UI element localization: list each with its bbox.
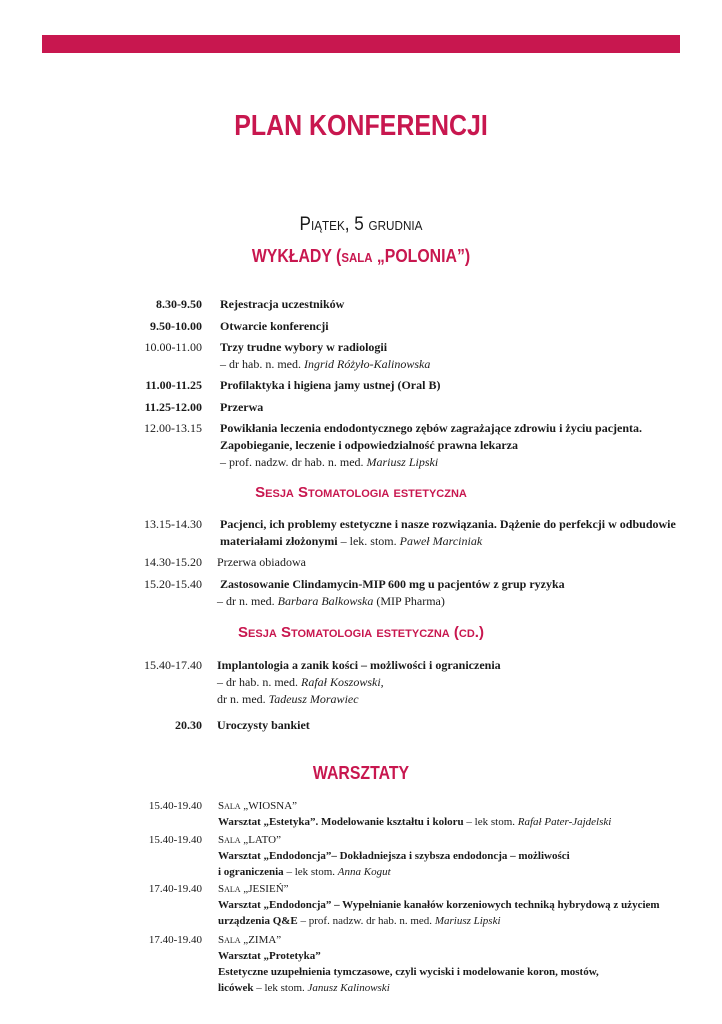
agenda-time: 15.40-17.40 [144, 658, 202, 672]
speaker-name: Mariusz Lipski [366, 455, 439, 469]
agenda-speaker [220, 356, 690, 373]
speaker-name: Barbara Balkowska [277, 594, 374, 608]
speaker-name: Anna Kogut [337, 866, 391, 878]
agenda-title: Implantologia a zanik kości – możliwości i ograniczenia [217, 658, 501, 672]
agenda-title: Profilaktyka i higiena jamy ustnej (Oral B) [220, 378, 441, 392]
speaker-prefix: – dr n. med. [217, 594, 278, 608]
workshop-title: Warsztat „Endodoncja” – Wypełnianie kanałów korzeniowych techniką hybrydową z użyciem [218, 899, 660, 911]
speaker-name: Mariusz Lipski [434, 915, 501, 927]
speaker-prefix: – lek stom. [253, 982, 308, 994]
agenda-time: 12.00-13.15 [144, 421, 202, 435]
workshop-title-text: licówek [218, 982, 254, 994]
workshop-room: Sala „ZIMA” [218, 934, 282, 946]
workshop-room: Sala „JESIEŃ” [218, 883, 289, 895]
agenda-speaker [217, 674, 687, 691]
speaker-prefix: – lek stom. [463, 816, 518, 828]
workshop-time: 15.40-19.40 [148, 834, 202, 846]
agenda-title-cont [220, 533, 690, 550]
workshop-title-cont [218, 913, 688, 929]
workshop-title [218, 814, 688, 830]
agenda-title-part: materiałami złożonymi [220, 534, 338, 548]
agenda-title: Powikłania leczenia endodontycznego zębów zagrażające zdrowiu i życiu pacjenta. [220, 421, 643, 435]
speaker-suffix: (MIP Pharma) [373, 594, 445, 608]
agenda-speaker [217, 593, 690, 610]
agenda-title: Pacjenci, ich problemy estetyczne i nasze rozwiązania. Dążenie do perfekcji w odbudowie [220, 517, 676, 531]
agenda-title-cont: Zapobieganie, leczenie i odpowiedzialność prawna lekarza [220, 438, 518, 452]
workshop-title: Warsztat „Protetyka” [218, 950, 321, 962]
agenda-title: Zastosowanie Clindamycin-MIP 600 mg u pacjentów z grup ryzyka [220, 577, 565, 591]
workshop-title-text: urządzenia Q&E [218, 915, 298, 927]
speaker-name: Paweł Marciniak [399, 534, 483, 548]
page-title: PLAN KONFERENCJI [234, 110, 488, 142]
workshop-room: Sala „LATO” [218, 834, 281, 846]
agenda-time: 11.25-12.00 [144, 400, 202, 414]
agenda-title: Przerwa [220, 400, 264, 414]
agenda-time: 20.30 [175, 718, 202, 732]
agenda-time: 13.15-14.30 [144, 517, 202, 531]
agenda-title: Uroczysty bankiet [217, 718, 310, 732]
agenda-time: 11.00-11.25 [145, 378, 202, 392]
agenda-speaker [220, 454, 690, 471]
workshop-title-cont: Estetyczne uzupełnienia tymczasowe, czyli wyciski i modelowanie koron, mostów, [218, 966, 599, 978]
lectures-heading: WYKŁADY (sala „POLONIA”) [251, 246, 471, 266]
speaker-name: Ingrid Różyło-Kalinowska [303, 357, 431, 371]
workshop-time: 15.40-19.40 [148, 800, 202, 812]
agenda-time: 9.50-10.00 [150, 319, 202, 333]
workshop-title-cont [218, 864, 688, 880]
agenda-speaker [217, 691, 687, 708]
workshop-time: 17.40-19.40 [148, 934, 202, 946]
workshop-title-text: i ograniczenia [218, 866, 284, 878]
session-heading: Sesja Stomatologia estetyczna (cd.) [238, 624, 484, 641]
speaker-prefix: – dr hab. n. med. [217, 675, 301, 689]
workshop-title-text: Warsztat „Estetyka”. Modelowanie kształtu i koloru [218, 816, 464, 828]
workshop-title-cont [218, 980, 688, 996]
speaker-name: Rafał Pater-Jajdelski [517, 816, 612, 828]
agenda-title: Rejestracja uczestników [220, 297, 345, 311]
header-bar [42, 35, 680, 53]
speaker-prefix: – lek stom. [283, 866, 338, 878]
speaker-name: Rafał Koszowski, [300, 675, 384, 689]
speaker-name: Tadeusz Morawiec [268, 692, 359, 706]
speaker-prefix: dr n. med. [217, 692, 269, 706]
agenda-time: 8.30-9.50 [156, 297, 202, 311]
agenda-title: Trzy trudne wybory w radiologii [220, 340, 388, 354]
agenda-time: 10.00-11.00 [144, 340, 202, 354]
agenda-time: 14.30-15.20 [144, 555, 202, 569]
speaker-prefix: – prof. nadzw. dr hab. n. med. [297, 915, 435, 927]
workshop-time: 17.40-19.40 [148, 883, 202, 895]
agenda-title: Otwarcie konferencji [220, 319, 329, 333]
speaker-name: Janusz Kalinowski [307, 982, 390, 994]
speaker-prefix: – prof. nadzw. dr hab. n. med. [220, 455, 367, 469]
speaker-prefix: – lek. stom. [337, 534, 400, 548]
speaker-prefix: – dr hab. n. med. [220, 357, 304, 371]
session-heading: Sesja Stomatologia estetyczna [255, 484, 467, 501]
workshop-title: Warsztat „Endodoncja”– Dokładniejsza i szybsza endodoncja – możliwości [218, 850, 570, 862]
workshops-heading: WARSZTATY [312, 763, 410, 783]
day-heading: Piątek, 5 grudnia [299, 214, 423, 235]
agenda-time: 15.20-15.40 [144, 577, 202, 591]
agenda-title: Przerwa obiadowa [217, 555, 306, 569]
workshop-room: Sala „WIOSNA” [218, 800, 298, 812]
